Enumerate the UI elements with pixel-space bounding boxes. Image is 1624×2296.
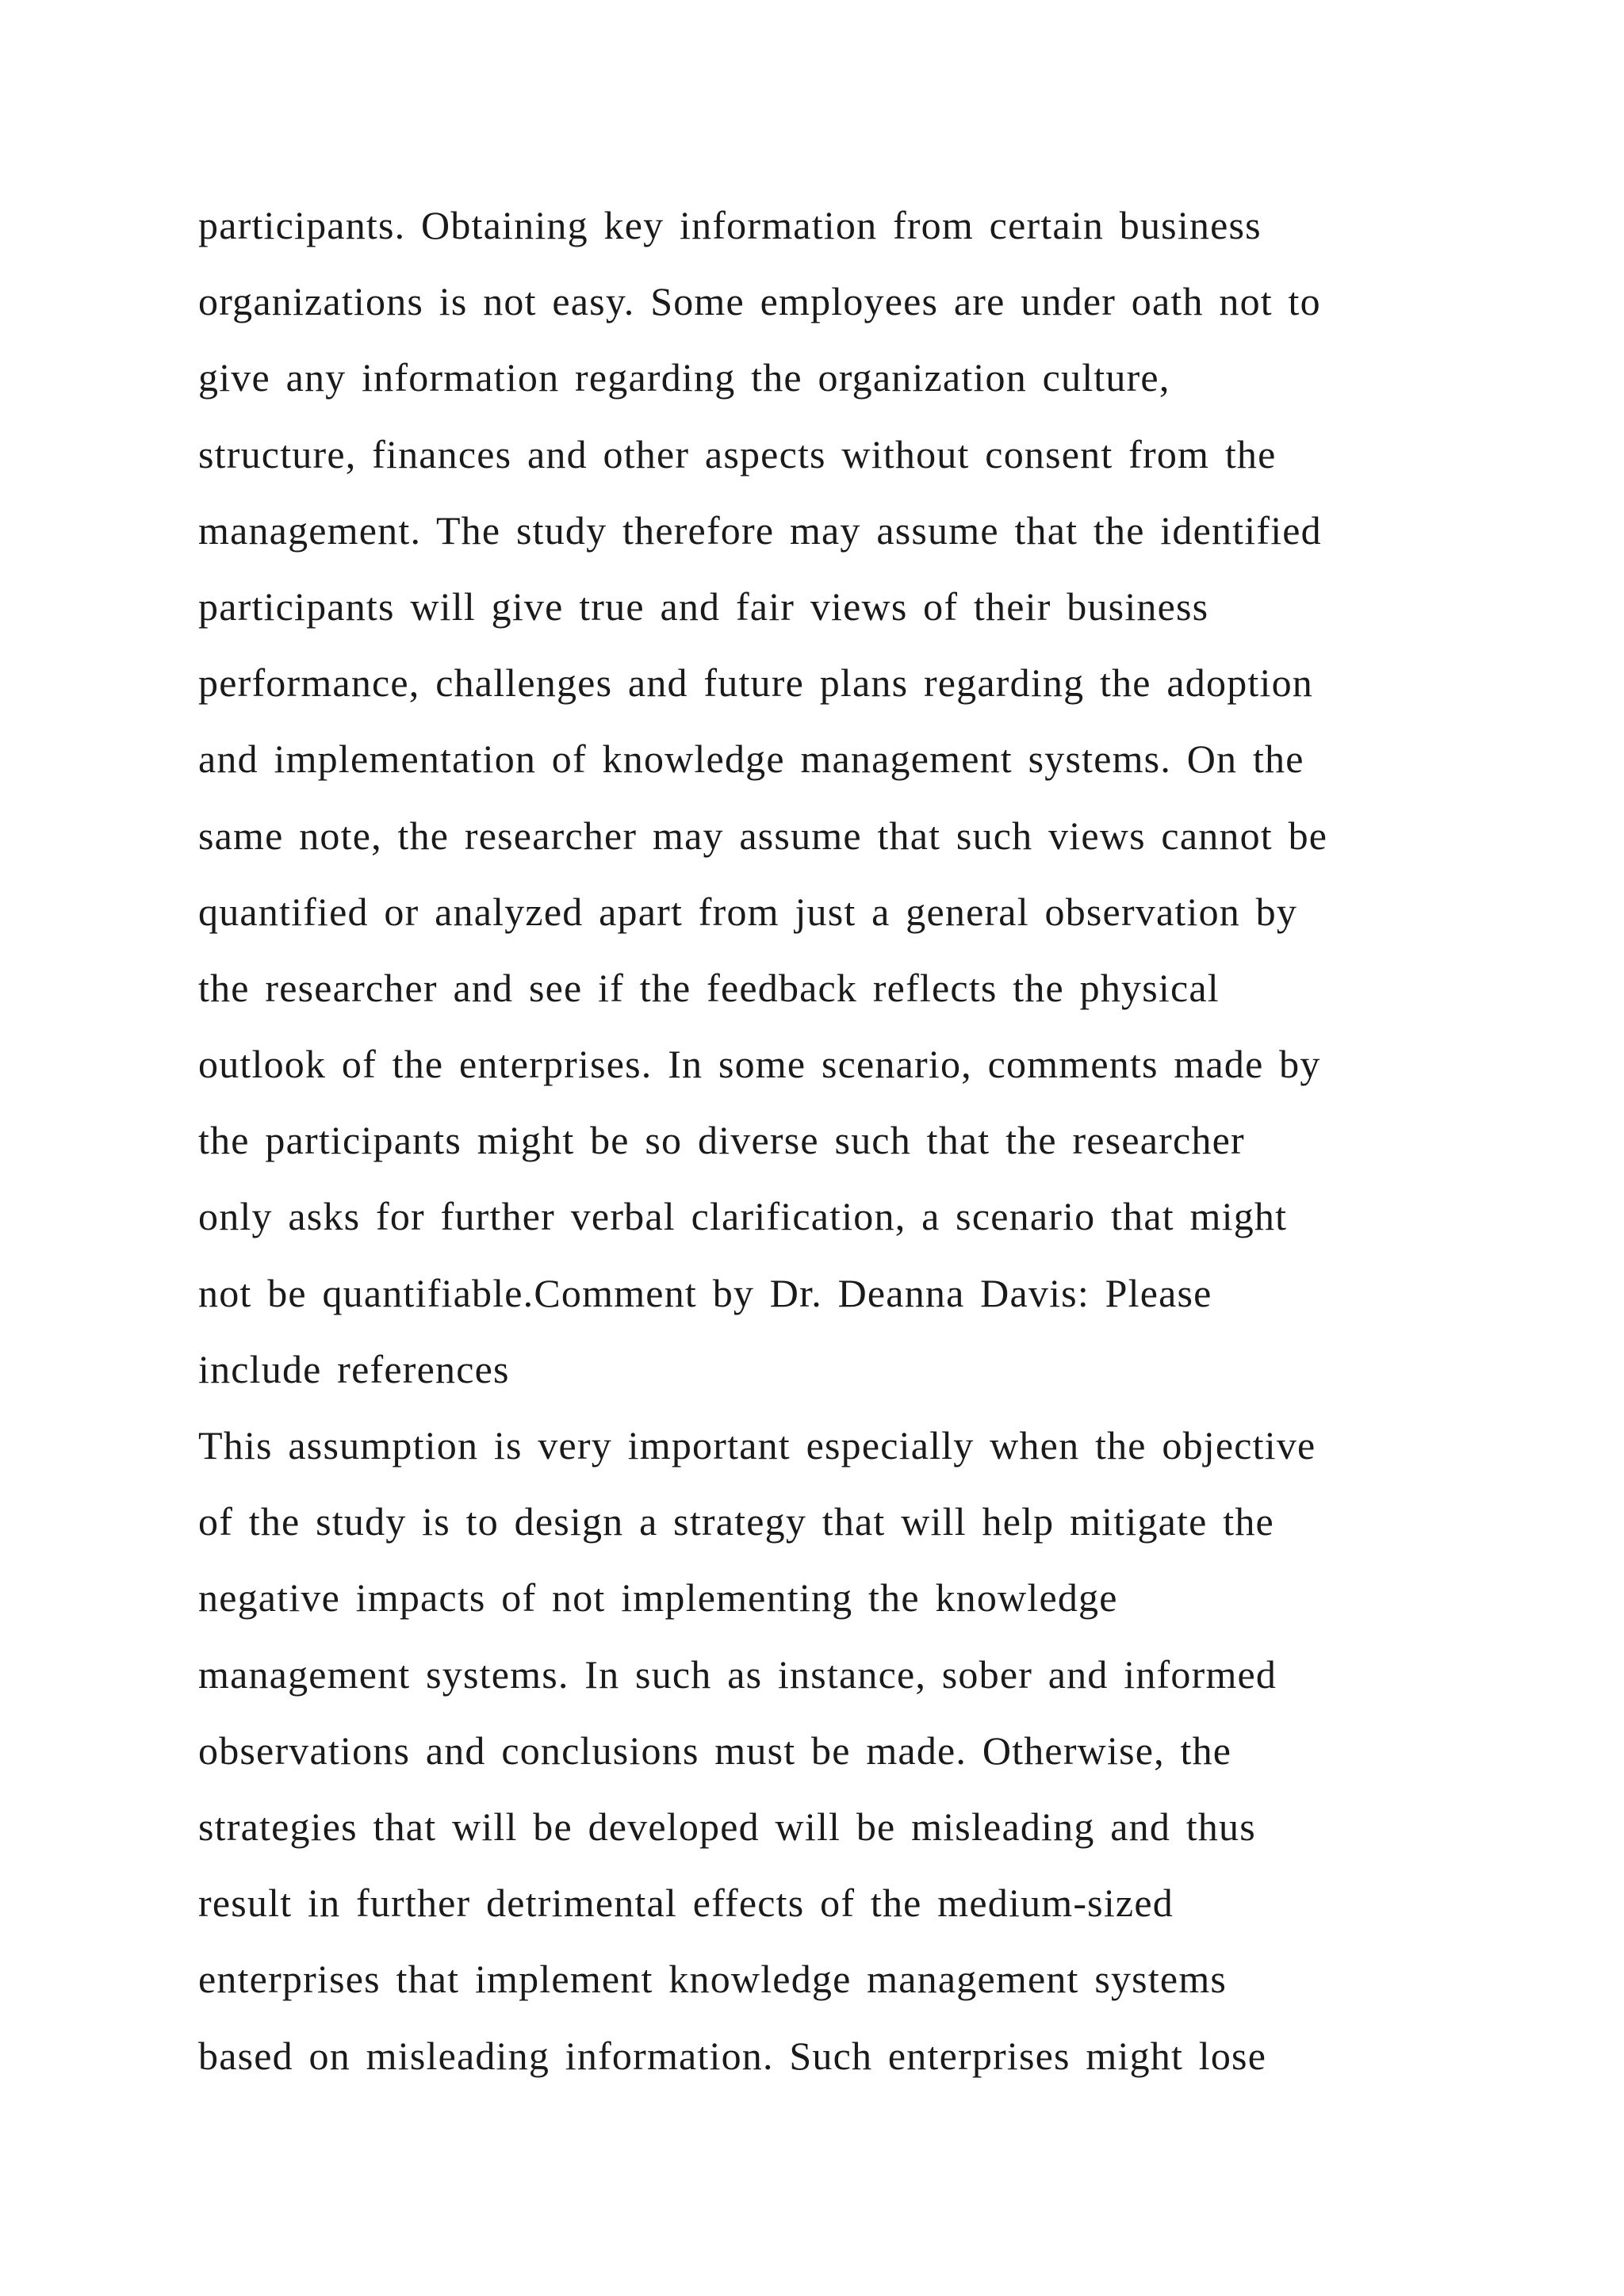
text-line: organizations is not easy. Some employees are under oath not to — [198, 279, 1321, 324]
text-line: management systems. In such as instance, sober and informed — [198, 1651, 1277, 1697]
text-line: based on misleading information. Such enterprises might lose — [198, 2033, 1267, 2078]
text-line: include references — [198, 1346, 510, 1391]
text-line: enterprises that implement knowledge management systems — [198, 1957, 1228, 2002]
text-line: not be quantifiable.Comment by Dr. Deanna Davis: Please — [198, 1270, 1212, 1315]
text-line: strategies that will be developed will be misleading and thus — [198, 1804, 1256, 1849]
body-text — [198, 187, 1515, 2094]
text-line: negative impacts of not implementing the knowledge — [198, 1575, 1118, 1621]
text-line: only asks for further verbal clarification, a scenario that might — [198, 1194, 1288, 1239]
text-line: structure, finances and other aspects without consent from the — [198, 431, 1277, 476]
text-line: of the study is to design a strategy that will help mitigate the — [198, 1499, 1274, 1544]
text-line: observations and conclusions must be made. Otherwise, the — [198, 1728, 1232, 1773]
text-line: the researcher and see if the feedback reflects the physical — [198, 965, 1220, 1010]
text-line: performance, challenges and future plans regarding the adoption — [198, 660, 1313, 706]
text-line: participants. Obtaining key information from certain business — [198, 203, 1262, 247]
text-line: outlook of the enterprises. In some scenario, comments made by — [198, 1042, 1321, 1087]
text-line: participants will give true and fair views of their business — [198, 584, 1209, 629]
text-line: This assumption is very important especially when the objective — [198, 1423, 1316, 1468]
text-line: same note, the researcher may assume that such views cannot be — [198, 813, 1328, 858]
text-line: result in further detrimental effects of the medium-sized — [198, 1881, 1174, 1926]
text-line: and implementation of knowledge management systems. On the — [198, 737, 1304, 782]
text-line: the participants might be so diverse such that the researcher — [198, 1118, 1245, 1163]
text-line: quantified or analyzed apart from just a general observation by — [198, 889, 1298, 934]
text-line: give any information regarding the organization culture, — [198, 355, 1170, 400]
text-line: management. The study therefore may assume that the identified — [198, 507, 1322, 553]
